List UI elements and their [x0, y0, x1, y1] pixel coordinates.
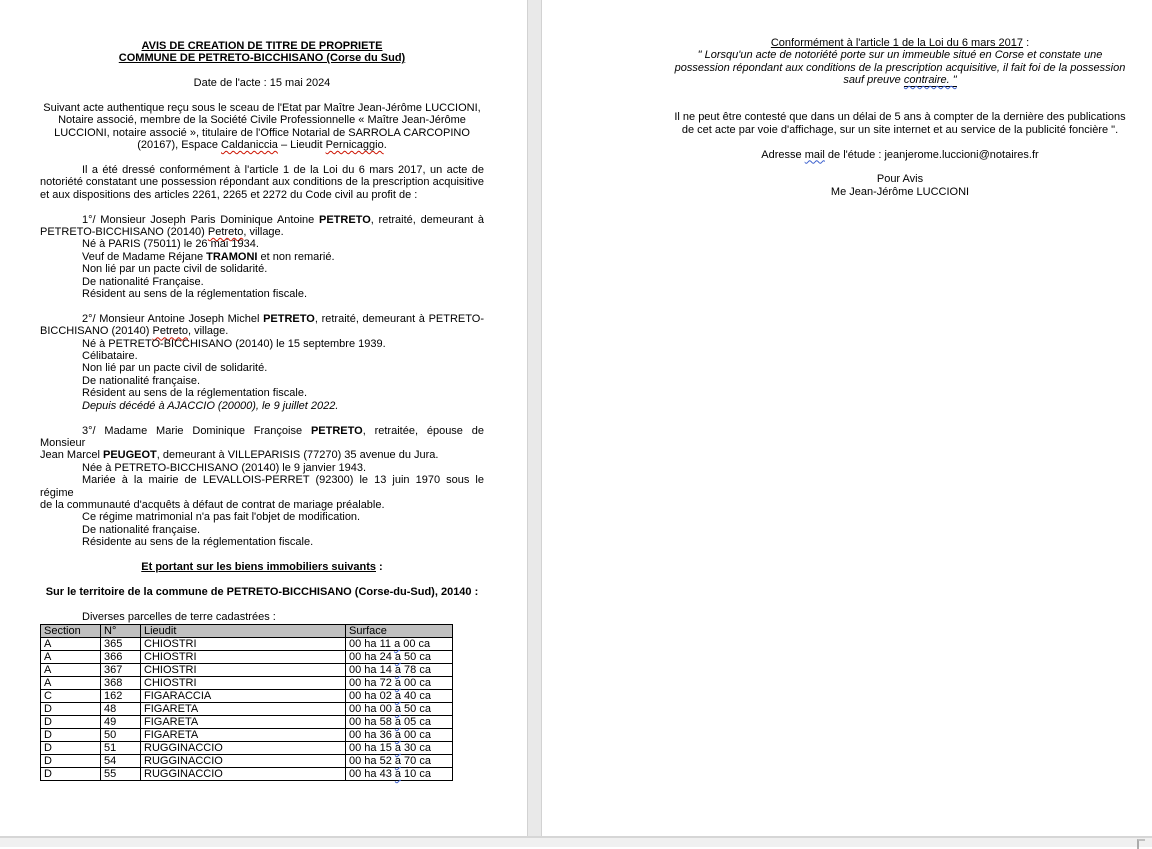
text-segment: Et portant sur les biens immobiliers suivants: [141, 560, 376, 573]
table-cell-surface: 00 ha 02 a 40 ca: [346, 689, 453, 702]
table-cell: 366: [101, 650, 141, 663]
table-cell-surface: 00 ha 58 a 05 ca: [346, 715, 453, 728]
spellcheck-word: Petreto: [207, 226, 244, 239]
blank-line: [40, 549, 484, 561]
text-segment: de cet acte par voie d'affichage, sur un site internet et au service de la publicité foncière ".: [681, 123, 1119, 136]
table-header-cell: Surface: [346, 624, 453, 637]
table-cell-surface: 00 ha 72 a 00 ca: [346, 676, 453, 689]
text-line: [40, 226, 484, 238]
text-line: [40, 276, 484, 288]
viewer-bottom-bar: [0, 836, 1152, 847]
text-segment: PETRETO: [319, 213, 371, 226]
text-segment: De nationalité Française.: [82, 275, 204, 288]
table-cell: CHIOSTRI: [141, 676, 346, 689]
text-segment: (20167), Espace: [137, 139, 222, 152]
text-segment: Il a été dressé conformément à l'article 1 de la Loi du 6 mars 2017, un acte de: [82, 164, 484, 177]
text-segment: LUCCIONI, notaire associé », titulaire de l'Office Notarial de SARROLA CARCOPINO: [54, 126, 470, 139]
blank-line: [40, 412, 484, 424]
parcels-table: [40, 624, 453, 781]
table-row: [41, 728, 453, 741]
text-line: [40, 189, 484, 201]
text-line: [40, 251, 484, 263]
text-segment: Jean Marcel: [40, 449, 103, 462]
table-row: [41, 754, 453, 767]
table-cell: 55: [101, 767, 141, 780]
table-header-cell: Section: [41, 624, 101, 637]
text-line: [40, 449, 484, 461]
text-line: [40, 375, 484, 387]
table-cell-surface: 00 ha 36 a 00 ca: [346, 728, 453, 741]
table-cell: C: [41, 689, 101, 702]
table-cell: CHIOSTRI: [141, 650, 346, 663]
text-segment: Mariée à la mairie de LEVALLOIS-PERRET (92300) le 13 juin 1970 sous le régime: [40, 474, 484, 499]
text-segment: Il ne peut être contesté que dans un délai de 5 ans à compter de la dernière des publications: [674, 111, 1126, 124]
text-segment: " Lorsqu'un acte de notoriété porte sur un immeuble situé en Corse et constate une: [697, 49, 1103, 62]
spellcheck-word: a: [394, 637, 401, 650]
table-row: [41, 767, 453, 780]
text-segment: PEUGEOT: [102, 449, 157, 462]
blank-line: [40, 573, 484, 585]
table-cell: CHIOSTRI: [141, 663, 346, 676]
spellcheck-word: Petreto: [152, 325, 188, 338]
table-row: [41, 741, 453, 754]
table-header-row: [41, 624, 453, 637]
table-cell: D: [41, 754, 101, 767]
table-row: [41, 650, 453, 663]
table-cell: A: [41, 650, 101, 663]
text-segment: , retraitée, épouse de Monsieur: [40, 424, 484, 449]
table-row: [41, 663, 453, 676]
table-cell-surface: 00 ha 14 a 78 ca: [346, 663, 453, 676]
text-line: [40, 350, 484, 362]
text-segment: Né à PARIS (75011) le 26 mai 1934.: [82, 238, 259, 251]
text-segment: Conformément à l'article 1 de la Loi du 6 mars 2017: [770, 37, 1024, 49]
text-segment: Né à PETRETO-BICCHISANO (20140) le 15 septembre 1939.: [82, 337, 386, 350]
text-segment: Ce régime matrimonial n'a pas fait l'objet de modification.: [82, 511, 361, 524]
blank-line: [40, 598, 484, 610]
text-segment: .: [383, 139, 387, 152]
table-cell: 54: [101, 754, 141, 767]
text-line: [40, 139, 484, 151]
table-cell: FIGARETA: [141, 702, 346, 715]
document-page-2[interactable]: [542, 0, 1152, 836]
page-1-content: [40, 40, 484, 781]
spellcheck-word: mail: [804, 148, 825, 161]
text-line: [40, 425, 484, 450]
table-header-cell: N°: [101, 624, 141, 637]
text-segment: Suivant acte authentique reçu sous le sceau de l'Etat par Maître Jean-Jérôme LUCCIONI,: [43, 102, 481, 114]
text-line: [660, 124, 1140, 136]
text-line: [40, 176, 484, 188]
spellcheck-word: a: [394, 741, 401, 754]
text-segment: de la communauté d'acquêts à défaut de contrat de mariage préalable.: [40, 498, 385, 511]
text-line: [660, 149, 1140, 161]
page-edge-artifact: [1137, 839, 1145, 849]
text-segment: et non remarié.: [257, 250, 335, 263]
text-line: [40, 400, 484, 412]
text-segment: PETRETO: [310, 424, 363, 437]
table-cell: RUGGINACCIO: [141, 741, 346, 754]
table-cell: A: [41, 663, 101, 676]
spellcheck-word: a: [394, 728, 401, 741]
text-line: [40, 238, 484, 250]
text-line: [40, 102, 484, 114]
text-line: [40, 536, 484, 548]
text-line: [40, 511, 484, 523]
text-segment: Notaire associé, membre de la Société Civile Professionnelle « Maître Jean-Jérôme: [58, 114, 466, 127]
text-segment: BICCHISANO (20140): [40, 325, 153, 338]
table-cell: FIGARETA: [141, 715, 346, 728]
spellcheck-word: a: [394, 663, 401, 676]
text-line: [40, 499, 484, 511]
table-cell: D: [41, 702, 101, 715]
text-segment: Veuf de Madame Réjane: [82, 250, 207, 263]
blank-line: [660, 136, 1140, 148]
table-cell-surface: 00 ha 11 a 00 ca: [346, 637, 453, 650]
text-segment: 1°/ Monsieur Joseph Paris Dominique Antoine: [82, 213, 319, 226]
table-cell: 49: [101, 715, 141, 728]
text-line: [40, 586, 484, 598]
text-line: [40, 114, 484, 126]
table-cell: FIGARETA: [141, 728, 346, 741]
page-2-content: [660, 37, 1140, 198]
spellcheck-word: a: [394, 767, 401, 780]
text-line: [40, 214, 484, 226]
text-line: [40, 288, 484, 300]
text-segment: De nationalité française.: [82, 374, 201, 387]
text-segment: De nationalité française.: [82, 523, 201, 536]
text-segment: Résident au sens de la réglementation fiscale.: [82, 288, 308, 301]
table-cell-surface: 00 ha 00 a 50 ca: [346, 702, 453, 715]
table-cell: A: [41, 637, 101, 650]
text-segment: Pour Avis: [876, 173, 924, 186]
text-line: [660, 62, 1140, 74]
table-row: [41, 715, 453, 728]
text-segment: notoriété constatant une possession répondant aux conditions de la prescription acquisitive: [40, 176, 484, 189]
text-segment: , demeurant à VILLEPARISIS (77270) 35 avenue du Jura.: [156, 449, 439, 462]
text-line: [660, 37, 1140, 49]
text-segment: :: [1023, 37, 1030, 49]
blank-line: [40, 201, 484, 213]
text-segment: , village.: [187, 325, 229, 338]
text-segment: Sur le territoire de la commune de PETRETO-BICCHISANO (Corse-du-Sud), 20140 :: [45, 585, 479, 598]
text-segment: , retraité, demeurant à: [370, 213, 484, 226]
blank-line: [40, 65, 484, 77]
table-row: [41, 702, 453, 715]
table-cell: 48: [101, 702, 141, 715]
text-segment: Célibataire.: [82, 350, 138, 363]
text-line: [40, 313, 484, 325]
table-cell: A: [41, 676, 101, 689]
table-cell: 51: [101, 741, 141, 754]
blank-line: [40, 152, 484, 164]
spellcheck-word: a: [394, 650, 401, 663]
text-segment: Depuis décédé à AJACCIO (20000), le 9 juillet 2022.: [82, 399, 339, 412]
table-row: [41, 637, 453, 650]
text-line: [40, 40, 484, 52]
text-line: [40, 462, 484, 474]
text-segment: Résidente au sens de la réglementation fiscale.: [82, 536, 314, 549]
text-segment: COMMUNE DE PETRETO-BICCHISANO (Corse du Sud): [118, 52, 406, 65]
text-line: [40, 164, 484, 176]
text-segment: , retraité, demeurant à PETRETO-: [314, 312, 484, 325]
table-cell: 367: [101, 663, 141, 676]
table-cell-surface: 00 ha 43 a 10 ca: [346, 767, 453, 780]
table-cell: RUGGINACCIO: [141, 767, 346, 780]
text-segment: possession répondant aux conditions de la prescription acquisitive, il fait foi de la possession: [674, 61, 1126, 74]
spellcheck-word: a: [394, 715, 401, 728]
text-segment: PETRETO: [263, 312, 315, 325]
text-segment: Née à PETRETO-BICCHISANO (20140) le 9 janvier 1943.: [82, 461, 367, 474]
text-segment: Date de l'acte : 15 mai 2024: [193, 77, 331, 90]
spellcheck-word: a: [394, 689, 401, 702]
document-page-1[interactable]: [0, 0, 527, 836]
text-segment: et aux dispositions des articles 2261, 2265 et 2272 du Code civil au profit de :: [40, 188, 418, 201]
text-line: [660, 173, 1140, 185]
table-cell: 162: [101, 689, 141, 702]
spellcheck-word: contraire. ": [903, 74, 957, 87]
table-header-cell: Lieudit: [141, 624, 346, 637]
text-line: [660, 49, 1140, 61]
table-cell-surface: 00 ha 52 a 70 ca: [346, 754, 453, 767]
table-cell: 50: [101, 728, 141, 741]
text-line: [40, 362, 484, 374]
table-cell: D: [41, 741, 101, 754]
table-cell: D: [41, 767, 101, 780]
text-line: [660, 186, 1140, 198]
blank-line: [40, 90, 484, 102]
text-segment: Résident au sens de la réglementation fiscale.: [82, 387, 308, 400]
table-cell: CHIOSTRI: [141, 637, 346, 650]
table-row: [41, 689, 453, 702]
text-line: [660, 111, 1140, 123]
text-segment: sauf preuve: [843, 74, 904, 87]
table-cell-surface: 00 ha 24 a 50 ca: [346, 650, 453, 663]
text-line: [40, 325, 484, 337]
text-line: [660, 74, 1140, 86]
blank-line: [660, 99, 1140, 111]
text-segment: Adresse: [761, 148, 805, 161]
text-line: [40, 263, 484, 275]
spellcheck-word: a: [394, 702, 401, 715]
text-segment: de l'étude : jeanjerome.luccioni@notaires.fr: [824, 148, 1039, 161]
text-segment: 2°/ Monsieur Antoine Joseph Michel: [82, 312, 264, 325]
table-cell: D: [41, 715, 101, 728]
spellcheck-word: Caldaniccia: [221, 139, 278, 152]
table-cell: 365: [101, 637, 141, 650]
text-line: [40, 127, 484, 139]
text-line: [40, 52, 484, 64]
text-segment: TRAMONI: [206, 250, 258, 263]
text-segment: Non lié par un pacte civil de solidarité.: [82, 362, 268, 375]
text-segment: Me Jean-Jérôme LUCCIONI: [830, 185, 970, 198]
table-cell: RUGGINACCIO: [141, 754, 346, 767]
text-segment: – Lieudit: [277, 139, 326, 152]
blank-line: [660, 161, 1140, 173]
text-line: [40, 474, 484, 499]
table-cell: 368: [101, 676, 141, 689]
spellcheck-word: Pernicaggio: [325, 139, 384, 152]
text-segment: :: [376, 560, 383, 573]
spellcheck-word: a: [394, 754, 401, 767]
text-segment: PETRETO-BICCHISANO (20140): [40, 226, 208, 239]
text-segment: Diverses parcelles de terre cadastrées :: [82, 610, 276, 623]
text-line: [40, 77, 484, 89]
page-gap: [527, 0, 542, 836]
text-line: [40, 561, 484, 573]
text-line: [40, 524, 484, 536]
table-row: [41, 676, 453, 689]
blank-line: [40, 300, 484, 312]
text-segment: 3°/ Madame Marie Dominique Françoise: [82, 424, 311, 437]
text-line: [40, 387, 484, 399]
spellcheck-word: a: [394, 676, 401, 689]
table-cell: FIGARACCIA: [141, 689, 346, 702]
blank-line: [660, 87, 1140, 99]
text-line: [40, 611, 484, 623]
text-segment: Non lié par un pacte civil de solidarité.: [82, 263, 268, 276]
text-segment: , village.: [243, 226, 284, 239]
text-line: [40, 338, 484, 350]
table-cell: D: [41, 728, 101, 741]
text-segment: AVIS DE CREATION DE TITRE DE PROPRIETE: [141, 40, 383, 52]
table-cell-surface: 00 ha 15 a 30 ca: [346, 741, 453, 754]
